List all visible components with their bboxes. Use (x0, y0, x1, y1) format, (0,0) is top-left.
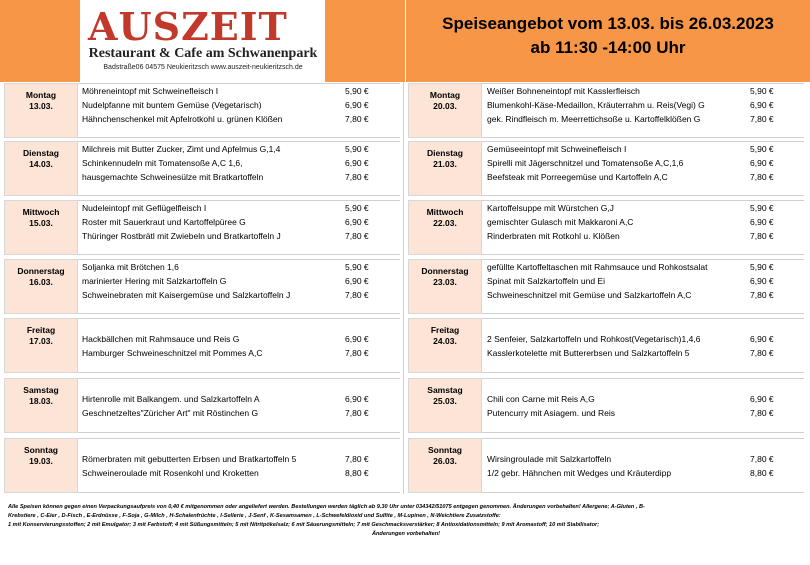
menu-item-name: 1/2 gebr. Hähnchen mit Wedges und Kräuterdipp (487, 468, 672, 478)
menu-item-name: Wirsingroulade mit Salzkartoffeln (487, 454, 612, 464)
menu-item-name: Hackbällchen mit Rahmsauce und Reis G (82, 334, 240, 344)
menu-item-name: Spirelli mit Jägerschnitzel und Tomatensoße A,C,1,6 (487, 158, 684, 168)
menu-item-price: 7,80 € (750, 348, 774, 358)
menu-item-price: 5,90 € (345, 144, 369, 154)
menu-item-price: 6,90 € (345, 394, 369, 404)
menu-item-name: Römerbraten mit gebutterten Erbsen und Bratkartoffeln 5 (82, 454, 297, 464)
footer-line-1: Alle Speisen können gegen einen Verpackungsaufpreis von 0,40 € mitgenommen oder angeliefert werden. Bestellungen werden täglich ab 9.30 Uhr unter 034342/51075 entgegen genommen. Änderungen vorbehalten! Allergene; A-Gluten , B- (8, 504, 645, 510)
day-date: 19.03. (29, 456, 53, 466)
menu-item-name: marinierter Hering mit Salzkartoffeln G (82, 276, 227, 286)
day-name: Montag (429, 90, 461, 100)
menu-item-name: Möhreneintopf mit Schweinefleisch I (82, 86, 219, 96)
menu-item-name: Schweineschnitzel mit Gemüse und Salzkartoffeln A,C (487, 290, 692, 300)
day-name: Donnerstag (17, 266, 65, 276)
day-label (408, 378, 482, 433)
day-name: Sonntag (428, 445, 462, 455)
day-label (408, 200, 482, 255)
menu-item-name: Milchreis mit Butter Zucker, Zimt und Apfelmus G,1,4 (82, 144, 281, 154)
menu-item-name: gefüllte Kartoffeltaschen mit Rahmsauce und Rohkostsalat (487, 262, 708, 272)
menu-item-name: Blumenkohl-Käse-Medaillon, Kräuterrahm u. Reis(Vegi) G (487, 100, 705, 110)
day-name: Samstag (23, 385, 59, 395)
menu-item-price: 6,90 € (750, 158, 774, 168)
day-label (408, 83, 482, 138)
day-name: Samstag (427, 385, 463, 395)
menu-item-price: 7,80 € (345, 114, 369, 124)
menu-item-name: Geschnetzeltes"Züricher Art" mit Röstinchen G (82, 408, 259, 418)
day-date: 16.03. (29, 277, 53, 287)
footer-line-2: Krebstiere , C-Eier , D-Fisch , E-Erdnüsse , F-Soja , G-Milch , H-Schalenfrüchte , I-Sellerie , J-Senf , K-Sesamsamen , L-Schwefeldioxid und Sulfite , M-Lupinen , N-Weichtiere Zusatzstoffe: (8, 513, 501, 519)
menu-item-name: Roster mit Sauerkraut und Kartoffelpüree G (82, 217, 246, 227)
day-label (4, 259, 78, 314)
menu-item-price: 8,80 € (345, 468, 369, 478)
footer-line-3: 1 mit Konservierungsstoffen; 2 mit Emulgator; 3 mit Farbstoff; 4 mit Süßungsmitteln; 5 mit Nitritpökelsalz; 6 mit Säuerungsmitteln; 7 mit Geschmacksverstärker; 8 Antioxidationsmitteln; 9 mit Aromastoff; 10 mit Stabilisator; (8, 522, 600, 528)
menu-item-name: Putencurry mit Asiagem. und Reis (487, 408, 616, 418)
menu-item-price: 7,80 € (750, 172, 774, 182)
menu-item-price: 5,90 € (345, 203, 369, 213)
menu-item-price: 5,90 € (345, 262, 369, 272)
menu-item-price: 7,80 € (750, 114, 774, 124)
menu-item-price: 5,90 € (750, 86, 774, 96)
menu-item-price: 7,80 € (345, 290, 369, 300)
day-date: 24.03. (433, 336, 457, 346)
day-name: Dienstag (427, 148, 463, 158)
menu-item-price: 6,90 € (750, 100, 774, 110)
menu-item-price: 7,80 € (345, 172, 369, 182)
menu-item-name: hausgemachte Schweinesülze mit Bratkartoffeln (82, 172, 264, 182)
day-label (4, 141, 78, 196)
menu-item-price: 6,90 € (345, 334, 369, 344)
menu-item-name: Weißer Bohneneintopf mit Kasslerfleisch (487, 86, 640, 96)
day-name: Donnerstag (421, 266, 469, 276)
menu-item-price: 6,90 € (750, 334, 774, 344)
menu-item-price: 7,80 € (750, 454, 774, 464)
menu-item-price: 5,90 € (750, 203, 774, 213)
day-name: Mittwoch (22, 207, 60, 217)
menu-item-price: 6,90 € (345, 158, 369, 168)
menu-item-name: gek. Rindfleisch m. Meerrettichsoße u. Kartoffelklößen G (487, 114, 701, 124)
menu-item-name: Schweineroulade mit Rosenkohl und Kroketten (82, 468, 259, 478)
menu-item-price: 7,80 € (345, 231, 369, 241)
footer-notes (8, 503, 804, 539)
day-label (4, 378, 78, 433)
menu-item-name: Hamburger Schweineschnitzel mit Pommes A,C (82, 348, 263, 358)
menu-item-name: Kasslerkotelette mit Buttererbsen und Salzkartoffeln 5 (487, 348, 690, 358)
menu-item-name: Soljanka mit Brötchen 1,6 (82, 262, 179, 272)
menu-item-price: 7,80 € (345, 348, 369, 358)
header-orange-mid (325, 0, 405, 82)
page-title (406, 12, 810, 60)
menu-item-price: 7,80 € (345, 454, 369, 464)
day-name: Sonntag (24, 445, 58, 455)
menu-item-name: Rinderbraten mit Rotkohl u. Klößen (487, 231, 620, 241)
menu-item-name: Gemüseeintopf mit Schweinefleisch I (487, 144, 627, 154)
day-label (408, 141, 482, 196)
menu-item-price: 7,80 € (750, 231, 774, 241)
menu-item-name: Beefsteak mit Porreegemüse und Kartoffeln A,C (487, 172, 668, 182)
logo-title: AUSZEIT (88, 4, 288, 49)
day-date: 26.03. (433, 456, 457, 466)
day-date: 13.03. (29, 101, 53, 111)
menu-item-name: 2 Senfeier, Salzkartoffeln und Rohkost(Vegetarisch)1,4,6 (487, 334, 701, 344)
menu-item-price: 6,90 € (750, 394, 774, 404)
menu-item-price: 5,90 € (750, 144, 774, 154)
day-label (4, 200, 78, 255)
menu-item-name: Hirtenrolle mit Balkangem. und Salzkartoffeln A (82, 394, 260, 404)
menu-item-price: 6,90 € (750, 276, 774, 286)
menu-item-name: gemischter Gulasch mit Makkaroni A,C (487, 217, 634, 227)
menu-item-name: Schweinebraten mit Kaisergemüse und Salzkartoffeln J (82, 290, 291, 300)
day-label (4, 83, 78, 138)
menu-item-price: 7,80 € (750, 408, 774, 418)
day-date: 25.03. (433, 396, 457, 406)
footer-line-4: Änderungen vorbehalten! (371, 531, 441, 537)
day-label (4, 438, 78, 493)
title-line-2: ab 11:30 -14:00 Uhr (530, 38, 686, 57)
menu-item-price: 6,90 € (345, 217, 369, 227)
menu-item-price: 6,90 € (750, 217, 774, 227)
day-date: 17.03. (29, 336, 53, 346)
menu-item-price: 6,90 € (345, 100, 369, 110)
menu-item-name: Chili con Carne mit Reis A,G (487, 394, 595, 404)
menu-item-price: 7,80 € (345, 408, 369, 418)
day-label (408, 318, 482, 373)
day-name: Freitag (430, 325, 460, 335)
menu-item-price: 6,90 € (345, 276, 369, 286)
day-name: Dienstag (23, 148, 59, 158)
menu-item-name: Kartoffelsuppe mit Würstchen G,J (487, 203, 614, 213)
header-orange-left (0, 0, 80, 82)
day-date: 22.03. (433, 218, 457, 228)
menu-item-price: 5,90 € (345, 86, 369, 96)
menu-item-name: Nudeleintopf mit Geflügelfleisch I (82, 203, 207, 213)
day-date: 23.03. (433, 277, 457, 287)
logo-address: Badstraße06 04575 Neukieritzsch www.auszeit-neukieritzsch.de (103, 64, 303, 71)
menu-item-name: Thüringer Rostbrätl mit Zwiebeln und Bratkartoffeln J (82, 231, 281, 241)
day-date: 14.03. (29, 159, 53, 169)
column-divider (403, 82, 404, 494)
day-name: Montag (25, 90, 57, 100)
logo-subtitle: Restaurant & Cafe am Schwanenpark (88, 46, 318, 61)
day-label (408, 438, 482, 493)
menu-item-price: 5,90 € (750, 262, 774, 272)
day-date: 18.03. (29, 396, 53, 406)
day-name: Mittwoch (426, 207, 464, 217)
menu-item-name: Hähnchenschenkel mit Apfelrotkohl u. grünen Klößen (82, 114, 283, 124)
menu-item-name: Spinat mit Salzkartoffeln und Ei (487, 276, 605, 286)
day-date: 21.03. (433, 159, 457, 169)
day-label (408, 259, 482, 314)
menu-item-name: Schinkennudeln mit Tomatensoße A,C 1,6, (82, 158, 243, 168)
menu-item-price: 7,80 € (750, 290, 774, 300)
day-name: Freitag (26, 325, 56, 335)
menu-item-name: Nudelpfanne mit buntem Gemüse (Vegetarisch) (82, 100, 262, 110)
day-date: 20.03. (433, 101, 457, 111)
title-line-1: Speiseangebot vom 13.03. bis 26.03.2023 (442, 14, 774, 33)
day-label (4, 318, 78, 373)
day-date: 15.03. (29, 218, 53, 228)
menu-item-price: 8,80 € (750, 468, 774, 478)
